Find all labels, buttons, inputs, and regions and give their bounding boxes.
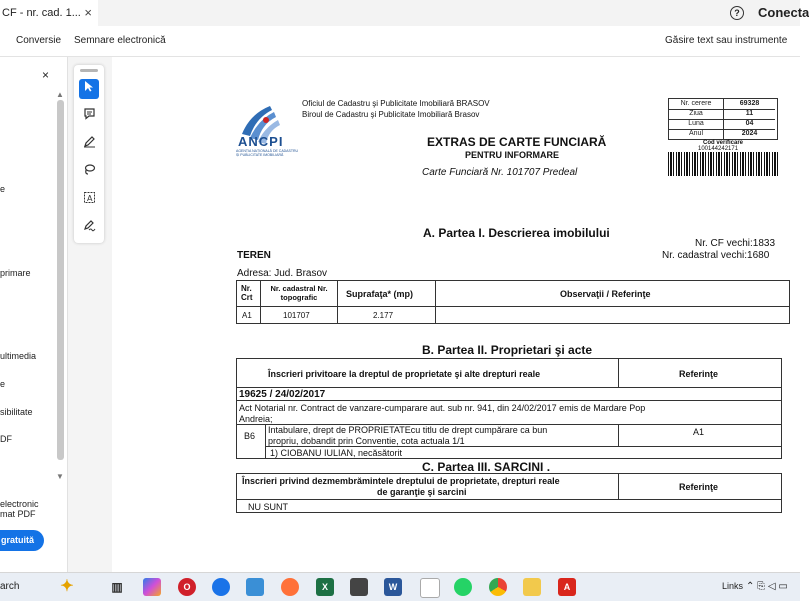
divider bbox=[337, 280, 338, 324]
section-a-heading: A. Partea I. Descrierea imobilului bbox=[423, 226, 610, 240]
taskbar-search[interactable]: arch bbox=[0, 581, 20, 592]
sign-icon[interactable] bbox=[79, 219, 99, 239]
browser-tab[interactable] bbox=[0, 0, 98, 26]
cell-cadastral: 101707 bbox=[283, 311, 310, 320]
scroll-thumb[interactable] bbox=[57, 100, 64, 460]
panel-footer-line: mat PDF bbox=[0, 509, 36, 519]
act-notarial-line1: Act Notarial nr. Contract de vanzare-cumparare aut. sub nr. 941, din 24/02/2017 emis de Mardare Pop bbox=[239, 403, 646, 413]
divider bbox=[265, 424, 266, 459]
lasso-icon[interactable] bbox=[79, 163, 99, 183]
panel-item[interactable]: e bbox=[0, 379, 6, 389]
divider bbox=[435, 280, 436, 324]
header-nr-crt: Nr. Crt bbox=[241, 284, 253, 302]
links-label[interactable]: Links bbox=[722, 581, 744, 591]
section-b-heading: B. Partea II. Proprietari şi acte bbox=[422, 343, 593, 357]
file-icon[interactable] bbox=[420, 578, 440, 598]
cf-number: Carte Funciară Nr. 101707 Predeal bbox=[422, 167, 578, 178]
divider bbox=[618, 358, 619, 387]
info-label: Nr. cerere bbox=[669, 99, 724, 109]
chrome-dev-icon[interactable] bbox=[212, 578, 230, 596]
word-icon[interactable]: W bbox=[384, 578, 402, 596]
reference-a1: A1 bbox=[693, 427, 705, 437]
office-line-1: Oficiul de Cadastru şi Publicitate Imobiliară BRASOV bbox=[302, 99, 490, 108]
info-label: Ziua bbox=[669, 109, 724, 119]
b-code: B6 bbox=[244, 431, 256, 441]
panel-item[interactable]: e bbox=[0, 184, 6, 194]
menu-semnare[interactable]: Semnare electronică bbox=[74, 35, 166, 46]
task-view-icon[interactable]: ▥ bbox=[111, 580, 123, 594]
owner-name: 1) CIOBANU IULIAN, necăsătorit bbox=[270, 448, 403, 458]
menu-bar bbox=[0, 26, 800, 57]
panel-item[interactable]: DF bbox=[0, 434, 12, 444]
header-dezmembraminte-line2: de garanţie şi sarcini bbox=[377, 487, 467, 497]
tab-title: CF - nr. cad. 1... bbox=[2, 7, 81, 19]
scroll-up-icon[interactable]: ▲ bbox=[56, 90, 64, 99]
header-dezmembraminte-line1: Înscrieri privind dezmembrămintele dreptului de proprietate, drepturi reale bbox=[242, 476, 560, 486]
intabulare-line2: propriu, dobandit prin Conventie, cota actuala 1/1 bbox=[268, 436, 465, 446]
copilot-icon[interactable] bbox=[143, 578, 161, 596]
logo-text: ANCPI bbox=[238, 134, 284, 149]
info-value: 11 bbox=[745, 110, 754, 117]
info-label: Anul bbox=[669, 129, 724, 139]
whatsapp-icon[interactable] bbox=[454, 578, 472, 596]
scroll-down-icon[interactable]: ▼ bbox=[56, 472, 64, 481]
header-referinte: Referinţe bbox=[679, 369, 719, 379]
chrome-icon[interactable] bbox=[489, 578, 507, 596]
help-icon[interactable]: ? bbox=[730, 6, 744, 20]
logo-subtitle: AGENȚIA NAȚIONALĂ DE CADASTRU ȘI PUBLICITATE IMOBILIARĂ bbox=[236, 149, 299, 157]
adresa: Adresa: Jud. Brasov bbox=[237, 268, 328, 279]
svg-text:A: A bbox=[86, 194, 92, 203]
tool-column bbox=[74, 65, 104, 243]
menu-conversie[interactable]: Conversie bbox=[16, 35, 62, 46]
photos-icon[interactable] bbox=[246, 578, 264, 596]
panel-scrollbar[interactable] bbox=[55, 90, 65, 485]
pen-icon[interactable] bbox=[79, 135, 99, 155]
opera-icon[interactable]: O bbox=[178, 578, 196, 596]
header-suprafata: Suprafaţa* (mp) bbox=[346, 289, 414, 299]
cell-crt: A1 bbox=[242, 311, 252, 320]
free-trial-button[interactable]: gratuită bbox=[0, 530, 44, 551]
cad-vechi: Nr. cadastral vechi:1680 bbox=[662, 250, 770, 261]
cf-vechi: Nr. CF vechi:1833 bbox=[695, 238, 776, 249]
info-label: Luna bbox=[669, 119, 724, 129]
panel-item[interactable]: primare bbox=[0, 268, 31, 278]
teren-label: TEREN bbox=[237, 250, 271, 261]
divider bbox=[618, 473, 619, 499]
barcode-number: 100144242171 bbox=[698, 146, 739, 152]
entry-number: 19625 / 24/02/2017 bbox=[239, 389, 326, 400]
account-button[interactable]: Conecta bbox=[758, 5, 809, 20]
acrobat-icon[interactable]: A bbox=[558, 578, 576, 596]
file-explorer-icon[interactable] bbox=[523, 578, 541, 596]
divider bbox=[236, 306, 790, 307]
divider bbox=[236, 387, 782, 388]
panel-item[interactable]: sibilitate bbox=[0, 407, 33, 417]
header-nr-cadastral: Nr. cadastral Nr. topografic bbox=[270, 284, 328, 302]
search-tools[interactable]: Găsire text sau instrumente bbox=[665, 35, 788, 46]
doc-subtitle: PENTRU INFORMARE bbox=[465, 150, 559, 160]
panel-item[interactable]: ultimedia bbox=[0, 351, 37, 361]
info-value: 04 bbox=[745, 120, 754, 127]
doc-title: EXTRAS DE CARTE FUNCIARĂ bbox=[427, 135, 607, 149]
tray-icons[interactable]: ⌃ ⎘ ◁ ▭ bbox=[746, 581, 788, 592]
header-referinte-c: Referinţe bbox=[679, 482, 719, 492]
divider bbox=[260, 280, 261, 324]
barcode bbox=[668, 152, 778, 176]
info-row bbox=[669, 129, 775, 139]
firefox-icon[interactable] bbox=[281, 578, 299, 596]
panel-footer-line: electronic bbox=[0, 499, 39, 509]
divider bbox=[236, 499, 782, 500]
section-c-heading: C. Partea III. SARCINI . bbox=[422, 460, 551, 474]
divider bbox=[618, 424, 619, 446]
act-notarial-line2: Andreia; bbox=[239, 414, 273, 424]
grip-handle[interactable] bbox=[80, 69, 98, 72]
comment-icon[interactable] bbox=[79, 107, 99, 127]
nu-sunt: NU SUNT bbox=[248, 502, 288, 512]
left-panel bbox=[0, 57, 68, 572]
excel-icon[interactable]: X bbox=[316, 578, 334, 596]
ancpi-logo bbox=[236, 100, 300, 162]
info-value: 69328 bbox=[739, 100, 760, 107]
cell-suprafata: 2.177 bbox=[373, 311, 394, 320]
camera-icon[interactable] bbox=[350, 578, 368, 596]
request-info-box bbox=[668, 98, 778, 140]
text-box-icon[interactable] bbox=[79, 191, 99, 211]
divider bbox=[265, 446, 782, 447]
taskbar bbox=[0, 572, 800, 601]
tab-close-icon[interactable]: × bbox=[84, 5, 92, 20]
office-line-2: Biroul de Cadastru şi Publicitate Imobiliară Brasov bbox=[302, 110, 480, 119]
intabulare-line1: Intabulare, drept de PROPRIETATEcu titlu de drept cumpărare ca bun bbox=[268, 425, 548, 435]
header-observatii: Observaţii / Referinţe bbox=[560, 289, 651, 299]
info-value: 2024 bbox=[741, 130, 758, 137]
header-inscrieri: Înscrieri privitoare la dreptul de proprietate şi alte drepturi reale bbox=[268, 369, 541, 379]
divider bbox=[236, 400, 782, 401]
title-bar bbox=[0, 0, 809, 26]
panel-close-icon[interactable]: × bbox=[42, 68, 50, 82]
widgets-icon[interactable]: ✦ bbox=[60, 578, 74, 595]
select-icon[interactable] bbox=[79, 79, 99, 99]
barcode-label: Cod verificare bbox=[703, 140, 744, 146]
